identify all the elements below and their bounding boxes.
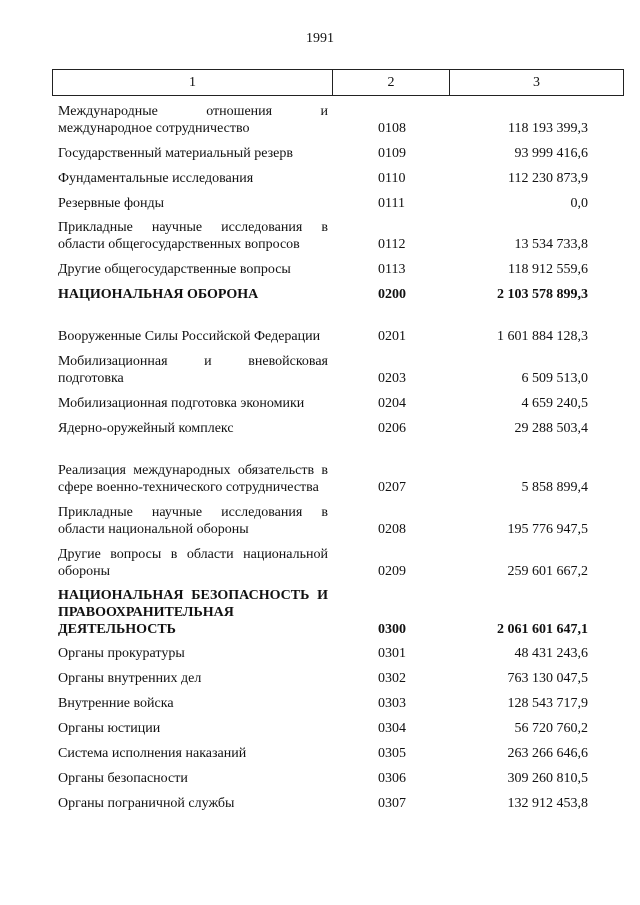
row-amount: 48 431 243,6	[514, 646, 588, 661]
row-code: 0304	[378, 721, 406, 736]
row-name: Реализация международных обязательств в сфере военно-технического сотрудничества	[58, 463, 328, 495]
row-amount: 763 130 047,5	[507, 671, 588, 686]
row-code: 0108	[378, 121, 406, 136]
row-name: Система исполнения наказаний	[58, 746, 247, 761]
row-name: Другие вопросы в области национальной обороны	[58, 547, 328, 579]
row-name: Прикладные научные исследования в области общегосударственных вопросов	[58, 220, 328, 252]
row-amount: 56 720 760,2	[514, 721, 588, 736]
row-amount: 128 543 717,9	[507, 696, 588, 711]
row-name: Резервные фонды	[58, 196, 165, 211]
row-amount: 0,0	[570, 196, 588, 211]
page-number: 1991	[306, 31, 334, 46]
row-code: 0110	[378, 171, 406, 186]
row-amount: 112 230 873,9	[508, 171, 588, 186]
row-name: Государственный материальный резерв	[58, 146, 293, 161]
row-code: 0112	[378, 237, 406, 252]
row-amount: 29 288 503,4	[514, 421, 588, 436]
row-name: Вооруженные Силы Российской Федерации	[58, 329, 321, 344]
row-code: 0300	[378, 622, 406, 637]
row-code: 0301	[378, 646, 406, 661]
row-code: 0207	[378, 480, 406, 495]
row-code: 0201	[378, 329, 406, 344]
row-amount: 309 260 810,5	[507, 771, 588, 786]
row-name: Прикладные научные исследования в области национальной обороны	[58, 505, 328, 537]
row-name: Внутренние войска	[58, 696, 174, 711]
row-name: Органы прокуратуры	[58, 646, 185, 661]
row-amount: 118 193 399,3	[508, 121, 588, 136]
row-name: Фундаментальные исследования	[58, 171, 254, 186]
row-amount: 2 103 578 899,3	[497, 287, 588, 302]
row-amount: 93 999 416,6	[514, 146, 588, 161]
row-amount: 132 912 453,8	[507, 796, 588, 811]
header-col-1: 1	[53, 70, 333, 95]
row-amount: 6 509 513,0	[521, 371, 588, 386]
row-code: 0109	[378, 146, 406, 161]
row-amount: 118 912 559,6	[508, 262, 588, 277]
row-code: 0203	[378, 371, 406, 386]
row-amount: 263 266 646,6	[507, 746, 588, 761]
row-name: Другие общегосударственные вопросы	[58, 262, 291, 277]
row-name: Мобилизационная подготовка экономики	[58, 396, 305, 411]
row-code: 0307	[378, 796, 406, 811]
row-code: 0206	[378, 421, 406, 436]
row-name: Мобилизационная и вневойсковая подготовка	[58, 354, 328, 386]
row-amount: 5 858 899,4	[521, 480, 588, 495]
row-code: 0200	[378, 287, 406, 302]
row-name: Органы безопасности	[58, 771, 188, 786]
row-name: Органы пограничной службы	[58, 796, 235, 811]
row-name: Международные отношения и международное сотрудничество	[58, 104, 328, 136]
row-code: 0302	[378, 671, 406, 686]
row-code: 0209	[378, 564, 406, 579]
row-code: 0305	[378, 746, 406, 761]
row-amount: 195 776 947,5	[507, 522, 588, 537]
row-name: НАЦИОНАЛЬНАЯ ОБОРОНА	[58, 287, 259, 302]
row-code: 0306	[378, 771, 406, 786]
header-col-2: 2	[333, 70, 450, 95]
row-code: 0111	[378, 196, 405, 211]
row-amount: 1 601 884 128,3	[497, 329, 588, 344]
row-code: 0204	[378, 396, 406, 411]
row-amount: 4 659 240,5	[521, 396, 588, 411]
row-name: Ядерно-оружейный комплекс	[58, 421, 234, 436]
row-code: 0208	[378, 522, 406, 537]
header-col-3: 3	[533, 74, 540, 90]
row-amount: 2 061 601 647,1	[497, 622, 588, 637]
row-name: НАЦИОНАЛЬНАЯ БЕЗОПАСНОСТЬ И ПРАВООХРАНИТЕЛЬНАЯ ДЕЯТЕЛЬНОСТЬ	[58, 588, 328, 637]
row-amount: 13 534 733,8	[514, 237, 588, 252]
row-code: 0113	[378, 262, 406, 277]
row-name: Органы внутренних дел	[58, 671, 202, 686]
row-name: Органы юстиции	[58, 721, 161, 736]
row-amount: 259 601 667,2	[507, 564, 588, 579]
row-code: 0303	[378, 696, 406, 711]
